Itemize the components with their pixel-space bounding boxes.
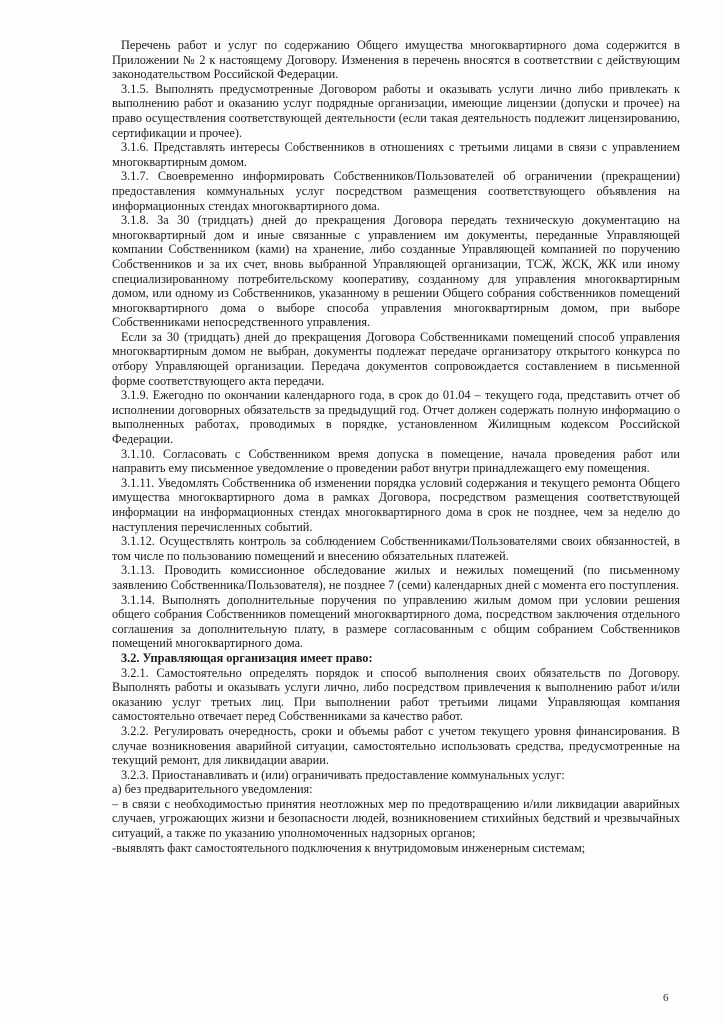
paragraph-3-2-1: 3.2.1. Самостоятельно определять порядок и способ выполнения своих обязательств по Договору. Выполнять работы и оказывать услуги лично, либо посредством привлечения к выполнению работ и/или оказанию услуг третьих лиц. При выполнении работ третьими лицами Управляющая компания самостоятельно отвечает перед Собственниками за качество работ. (112, 665, 680, 724)
paragraph-3-2-2: 3.2.2. Регулировать очередность, сроки и объемы работ с учетом текущего уровня финансирования. В случае возникновения аварийной ситуации, самостоятельно использовать средства, предусмотренные на текущий ремонт, для ликвидации аварии. (112, 723, 680, 768)
section-heading-3-2: 3.2. Управляющая организация имеет право: (121, 650, 373, 665)
paragraph-3-1-11: 3.1.11. Уведомлять Собственника об изменении порядка условий содержания и текущего ремонта Общего имущества многоквартирного дома в рамках Договора, посредством размещения соответствующей информации на информационных стендах многоквартирного дома в срок не позднее, чем за неделю до наступления перечисленных событий. (112, 475, 680, 534)
paragraph-3-1-7: 3.1.7. Своевременно информировать Собственников/Пользователей об ограничении (прекращении) предоставления коммунальных услуг посредством размещения соответствующего объявления на информационных стендах многоквартирного дома. (112, 169, 680, 213)
paragraph-3-1-10: 3.1.10. Согласовать с Собственником время допуска в помещение, начала проведения работ или направить ему письменное уведомление о проведении работ внутри принадлежащего ему помещения. (112, 446, 680, 476)
paragraph-3-1-9: 3.1.9. Ежегодно по окончании календарного года, в срок до 01.04 – текущего года, представить отчет об исполнении договорных обязательств за предыдущий год. Отчет должен содержать полную информацию о выполненных работах, проводимых в порядке, установленном Жилищным кодексом Российской Федерации. (112, 388, 680, 447)
paragraph-3-2-3: 3.2.3. Приостанавливать и (или) ограничивать предоставление коммунальных услуг: (121, 767, 565, 782)
paragraph-3-1-6: 3.1.6. Представлять интересы Собственников в отношениях с третьими лицами в связи с управлением многоквартирным домом. (112, 140, 680, 169)
paragraph-3-1-5: 3.1.5. Выполнять предусмотренные Договором работы и оказывать услуги лично либо привлекать к выполнению работ и оказанию услуг подрядные организации, имеющие лицензии (допуски и прочее) на право осуществления соответствующей деятельности (если такая деятельность подлежит лицензированию, сертификации и прочее). (112, 81, 680, 140)
paragraph-3-1-8: 3.1.8. За 30 (тридцать) дней до прекращения Договора передать техническую документацию на многоквартирный дом и иные связанные с управлением им документы, переданные Управляющей компании Собственником (ками) на хранение, либо созданные Управляющей компанией по поручению Собственников и за их счет, вновь выбранной Управляющей организации, ТСЖ, ЖСК, ЖК или иному специализированному потребительскому кооперативу, созданному для управления многоквартирным домом, или одному из Собственников, указанному в решении Общего собрания собственников помещений многоквартирного дома о выборе способа управления многоквартирным домом, при выборе Собственниками непосредственного управления. (112, 213, 680, 330)
paragraph-services-list: Перечень работ и услуг по содержанию Общего имущества многоквартирного дома содержится в Приложении № 2 к настоящему Договору. Изменения в перечень вносятся в соответствии с действующим законодательством Российской Федерации. (112, 38, 680, 82)
page-number: 6 (663, 992, 669, 1004)
paragraph-3-1-13: 3.1.13. Проводить комиссионное обследование жилых и нежилых помещений (по письменному заявлению Собственника/Пользователя), не позднее 7 (семи) календарных дней с момента его поступления. (112, 563, 680, 592)
paragraph-3-1-8-continued: Если за 30 (тридцать) дней до прекращения Договора Собственниками помещений способ управления многоквартирным домом не выбран, документы подлежат передаче организатору открытого конкурса по отбору Управляющей организации. Передача документов сопровождается составлением в письменной форме соответствующего акта передачи. (112, 329, 680, 388)
document-body (112, 38, 680, 855)
list-item-emergency: – в связи с необходимостью принятия неотложных мер по предотвращению и/или ликвидации аварийных случаев, угрожающих жизни и безопасности людей, возникновением стихийных бедствий и чрезвычайных ситуаций, а также по указанию уполномоченных надзорных органов; (112, 796, 680, 841)
list-item-a: а) без предварительного уведомления: (112, 782, 313, 797)
list-item-unauthorized-connection: -выявлять факт самостоятельного подключения к внутридомовым инженерным системам; (112, 840, 586, 855)
paragraph-3-1-14: 3.1.14. Выполнять дополнительные поручения по управлению жилым домом при условии решения общего собрания Собственников помещений многоквартирного дома, посредством заключения отдельного соглашения за дополнительную плату, в размере согласованным с общим собранием Собственников помещений многоквартирного дома. (112, 592, 680, 651)
paragraph-3-1-12: 3.1.12. Осуществлять контроль за соблюдением Собственниками/Пользователями своих обязанностей, в том числе по пользованию помещений и внесению обязательных платежей. (112, 534, 680, 563)
